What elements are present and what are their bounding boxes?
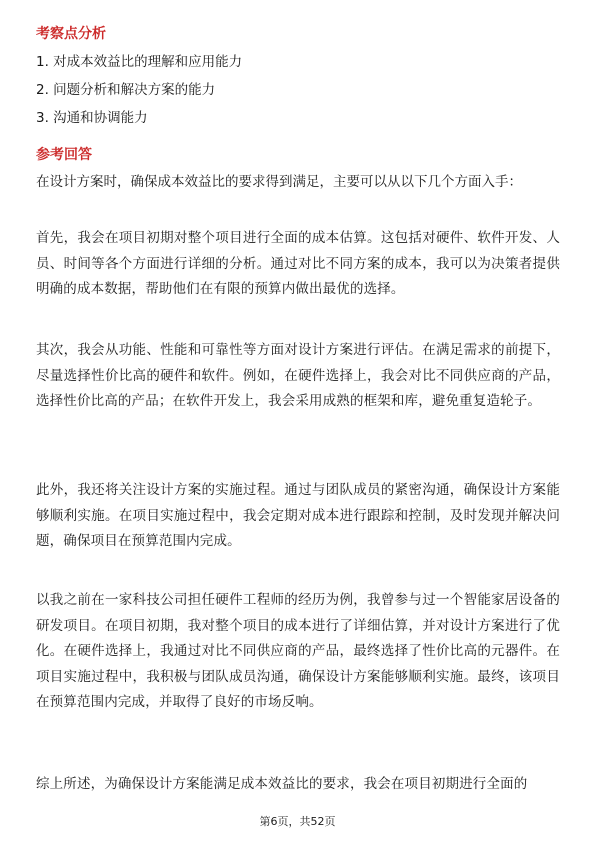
answer-paragraph-4: 以我之前在一家科技公司担任硬件工程师的经历为例，我曾参与过一个智能家居设备的研发项目。在项目初期，我对整个项目的成本进行了详细估算，并对设计方案进行了优化。在硬件选择上，我通过对比不同供应商的产品，最终选择了性价比高的元器件。在项目实施过程中，我积极与团队成员沟通，确保设计方案能够顺利实施。最终，该项目在预算范围内完成，并取得了良好的市场反响。	[36, 592, 560, 710]
answer-paragraph-3: 此外，我还将关注设计方案的实施过程。通过与团队成员的紧密沟通，确保设计方案能够顺利实施。在项目实施过程中，我会定期对成本进行跟踪和控制，及时发现并解决问题，确保项目在预算范围内完成。	[36, 482, 560, 549]
analysis-point-1: 1. 对成本效益比的理解和应用能力	[36, 54, 243, 70]
answer-heading: 参考回答	[36, 147, 92, 163]
analysis-heading: 考察点分析	[36, 26, 106, 42]
answer-paragraph-5: 综上所述，为确保设计方案能满足成本效益比的要求，我会在项目初期进行全面的	[36, 776, 528, 792]
analysis-point-3: 3. 沟通和协调能力	[36, 110, 148, 126]
answer-paragraph-1: 首先，我会在项目初期对整个项目进行全面的成本估算。这包括对硬件、软件开发、人员、时间等各个方面进行详细的分析。通过对比不同方案的成本，我可以为决策者提供明确的成本数据，帮助他们在有限的预算内做出最优的选择。	[36, 230, 560, 297]
analysis-point-2: 2. 问题分析和解决方案的能力	[36, 82, 216, 98]
answer-intro: 在设计方案时，确保成本效益比的要求得到满足，主要可以从以下几个方面入手：	[36, 174, 522, 190]
page-number: 第6页，共52页	[259, 815, 336, 828]
answer-paragraph-2: 其次，我会从功能、性能和可靠性等方面对设计方案进行评估。在满足需求的前提下，尽量选择性价比高的硬件和软件。例如，在硬件选择上，我会对比不同供应商的产品，选择性价比高的产品；在软件开发上，我会采用成熟的框架和库，避免重复造轮子。	[36, 342, 560, 409]
